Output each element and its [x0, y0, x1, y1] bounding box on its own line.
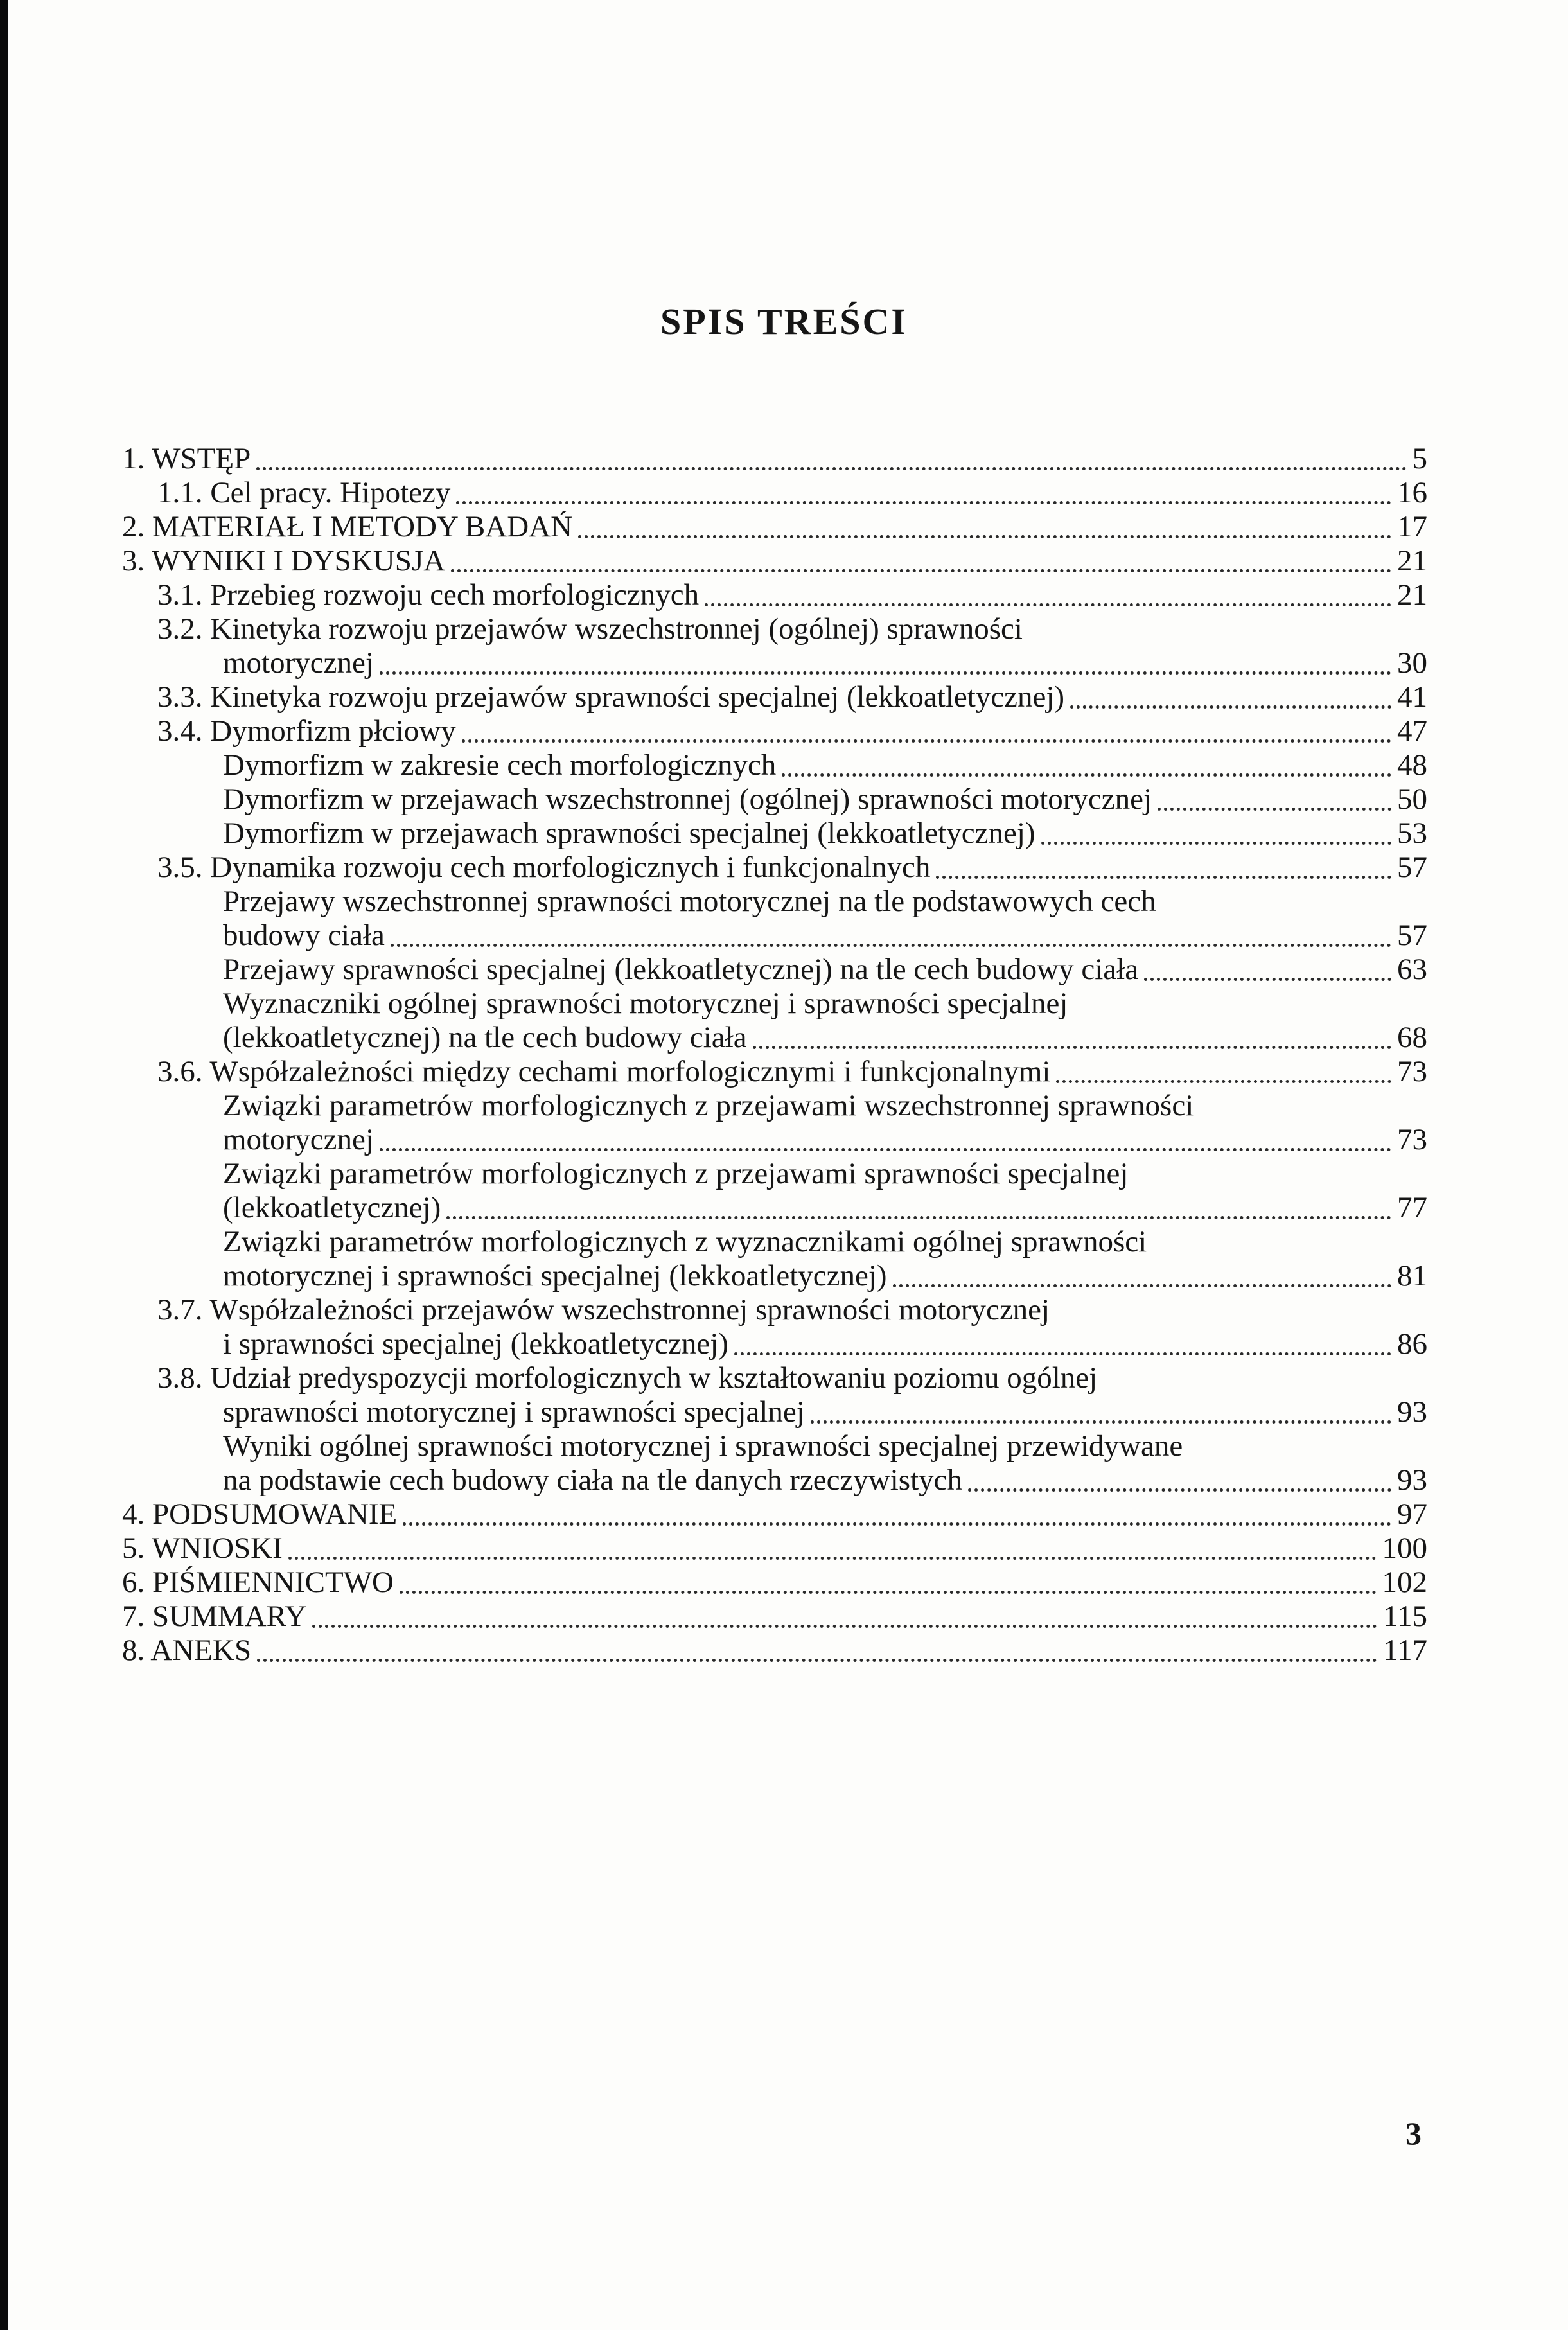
toc-line	[122, 544, 1427, 578]
toc-line	[122, 1497, 1427, 1531]
dot-leader	[575, 510, 1395, 544]
toc-page-number: 53	[1397, 816, 1427, 850]
toc-line	[122, 510, 1427, 544]
toc-page-number: 17	[1397, 510, 1427, 543]
toc-line	[122, 748, 1427, 782]
toc-page-number: 48	[1397, 748, 1427, 782]
toc-entry-text: 4. PODSUMOWANIE	[122, 1497, 398, 1531]
dot-leader	[933, 851, 1395, 885]
toc-entry-text: 3.8. Udział predyspozycji morfologicznych w kształtowaniu poziomu ogólnej	[157, 1361, 1098, 1395]
toc-line	[122, 1327, 1427, 1361]
dot-leader	[1154, 782, 1395, 816]
toc-line	[122, 816, 1427, 851]
toc-line	[122, 1157, 1427, 1191]
toc-line	[122, 1634, 1427, 1668]
toc-page-number: 41	[1397, 680, 1427, 714]
toc-line	[122, 1123, 1427, 1157]
toc-entry-text: 7. SUMMARY	[122, 1600, 307, 1633]
toc-entry-text: 1.1. Cel pracy. Hipotezy	[157, 476, 451, 509]
toc-page-number: 21	[1397, 578, 1427, 612]
toc-line	[122, 680, 1427, 714]
toc-line	[122, 1225, 1427, 1259]
toc-line	[122, 919, 1427, 953]
toc-entry-text: (lekkoatletycznej)	[223, 1191, 441, 1224]
toc-page-number: 93	[1397, 1463, 1427, 1497]
toc-entry-text: i sprawności specjalnej (lekkoatletycznej)	[223, 1327, 728, 1361]
toc-page-number: 57	[1397, 919, 1427, 952]
toc-page-number: 93	[1397, 1395, 1427, 1429]
toc-entry-text: Związki parametrów morfologicznych z przejawami wszechstronnej sprawności	[223, 1089, 1194, 1122]
toc-line	[122, 714, 1427, 748]
toc-page-number: 100	[1382, 1531, 1427, 1565]
toc-line	[122, 1021, 1427, 1055]
dot-leader	[890, 1259, 1395, 1293]
dot-leader	[387, 919, 1395, 953]
toc-entry-text: Dymorfizm w zakresie cech morfologicznych	[223, 748, 777, 782]
dot-leader	[807, 1395, 1395, 1429]
dot-leader	[376, 1123, 1395, 1157]
dot-leader	[779, 748, 1395, 782]
toc-line	[122, 851, 1427, 885]
toc-line	[122, 885, 1427, 919]
toc-page-number: 81	[1397, 1259, 1427, 1293]
toc-entry-text: 5. WNIOSKI	[122, 1531, 283, 1565]
toc-page-number: 73	[1397, 1055, 1427, 1088]
dot-leader	[400, 1497, 1395, 1531]
dot-leader	[1038, 816, 1395, 851]
toc-line	[122, 442, 1427, 476]
toc-page-number: 16	[1397, 476, 1427, 509]
toc-line	[122, 1566, 1427, 1600]
toc-entry-text: 8. ANEKS	[122, 1634, 252, 1667]
toc-entry-text: Dymorfizm w przejawach wszechstronnej (ogólnej) sprawności motorycznej	[223, 782, 1152, 816]
toc-line	[122, 1361, 1427, 1395]
toc-entry-text: 6. PIŚMIENNICTWO	[122, 1566, 394, 1599]
toc-entry-text: 3.1. Przebieg rozwoju cech morfologicznych	[157, 578, 700, 612]
toc-entry-text: Przejawy wszechstronnej sprawności motorycznej na tle podstawowych cech	[223, 885, 1156, 918]
toc-entry-text: motorycznej i sprawności specjalnej (lekkoatletycznej)	[223, 1259, 887, 1293]
toc-line	[122, 782, 1427, 816]
toc-line	[122, 1395, 1427, 1429]
dot-leader	[750, 1021, 1395, 1055]
toc-line	[122, 612, 1427, 646]
toc-page-number: 86	[1397, 1327, 1427, 1361]
scan-edge	[0, 0, 8, 2330]
dot-leader	[965, 1463, 1395, 1497]
toc-page-number: 21	[1397, 544, 1427, 578]
toc-line	[122, 953, 1427, 987]
page-number: 3	[1405, 2115, 1422, 2151]
toc-entry-text: 3.3. Kinetyka rozwoju przejawów sprawności specjalnej (lekkoatletycznej)	[157, 680, 1065, 714]
toc-entry-text: na podstawie cech budowy ciała na tle danych rzeczywistych	[223, 1463, 963, 1497]
toc-entry-text: 3.5. Dynamika rozwoju cech morfologicznych i funkcjonalnych	[157, 851, 931, 884]
toc-entry-text: 1. WSTĘP	[122, 442, 251, 475]
toc-page-number: 97	[1397, 1497, 1427, 1531]
toc-line	[122, 1293, 1427, 1327]
toc-entry-text: 3.7. Współzależności przejawów wszechstronnej sprawności motorycznej	[157, 1293, 1050, 1327]
dot-leader	[443, 1191, 1395, 1225]
dot-leader	[1053, 1055, 1395, 1089]
toc-line	[122, 1463, 1427, 1497]
toc-line	[122, 1055, 1427, 1089]
toc-entry-text: Wyniki ogólnej sprawności motorycznej i sprawności specjalnej przewidywane	[223, 1429, 1183, 1463]
toc-entry-text: Dymorfizm w przejawach sprawności specjalnej (lekkoatletycznej)	[223, 816, 1035, 850]
toc-entry-text: Związki parametrów morfologicznych z przejawami sprawności specjalnej	[223, 1157, 1129, 1190]
toc-line	[122, 476, 1427, 510]
toc-line	[122, 1531, 1427, 1566]
toc-entry-text: sprawności motorycznej i sprawności specjalnej	[223, 1395, 805, 1429]
toc-page-number: 47	[1397, 714, 1427, 748]
toc-page-number: 68	[1397, 1021, 1427, 1054]
toc-line	[122, 1600, 1427, 1634]
toc-line	[122, 1259, 1427, 1293]
dot-leader	[309, 1600, 1380, 1634]
toc-page-number: 57	[1397, 851, 1427, 884]
toc-page-number: 30	[1397, 646, 1427, 680]
toc-page-number: 77	[1397, 1191, 1427, 1224]
toc-page-number: 63	[1397, 953, 1427, 986]
toc-page-number: 73	[1397, 1123, 1427, 1156]
dot-leader	[1067, 680, 1395, 714]
page-title: SPIS TREŚCI	[660, 300, 908, 342]
toc-line	[122, 646, 1427, 680]
toc-entry-text: Przejawy sprawności specjalnej (lekkoatletycznej) na tle cech budowy ciała	[223, 953, 1139, 986]
toc-page-number: 115	[1383, 1600, 1427, 1633]
toc-entry-text: 3. WYNIKI I DYSKUSJA	[122, 544, 446, 578]
toc-page-number: 5	[1412, 442, 1427, 475]
toc-entry-text: Wyznaczniki ogólnej sprawności motorycznej i sprawności specjalnej	[223, 987, 1068, 1020]
toc-page-number: 117	[1383, 1634, 1427, 1667]
dot-leader	[396, 1566, 1380, 1600]
toc-line	[122, 1429, 1427, 1463]
dot-leader	[254, 1634, 1380, 1668]
toc-list	[122, 442, 1427, 1668]
dot-leader	[701, 578, 1395, 612]
dot-leader	[285, 1531, 1380, 1566]
dot-leader	[453, 476, 1395, 510]
toc-entry-text: (lekkoatletycznej) na tle cech budowy ciała	[223, 1021, 747, 1054]
toc-entry-text: 3.2. Kinetyka rozwoju przejawów wszechstronnej (ogólnej) sprawności	[157, 612, 1023, 646]
toc-entry-text: motorycznej	[223, 1123, 374, 1156]
toc-line	[122, 987, 1427, 1021]
toc-line	[122, 578, 1427, 612]
dot-leader	[731, 1327, 1395, 1361]
dot-leader	[1141, 953, 1395, 987]
toc-line	[122, 1191, 1427, 1225]
toc-entry-text: budowy ciała	[223, 919, 385, 952]
dot-leader	[376, 646, 1395, 680]
toc-entry-text: motorycznej	[223, 646, 374, 680]
dot-leader	[253, 442, 1409, 476]
toc-page-number: 102	[1382, 1566, 1427, 1599]
toc-entry-text: 3.6. Współzależności między cechami morfologicznymi i funkcjonalnymi	[157, 1055, 1051, 1088]
toc-page-number: 50	[1397, 782, 1427, 816]
toc-line	[122, 1089, 1427, 1123]
dot-leader	[459, 714, 1395, 748]
toc-entry-text: 3.4. Dymorfizm płciowy	[157, 714, 456, 748]
toc-entry-text: Związki parametrów morfologicznych z wyznacznikami ogólnej sprawności	[223, 1225, 1147, 1258]
toc-entry-text: 2. MATERIAŁ I METODY BADAŃ	[122, 510, 573, 543]
dot-leader	[448, 544, 1395, 578]
